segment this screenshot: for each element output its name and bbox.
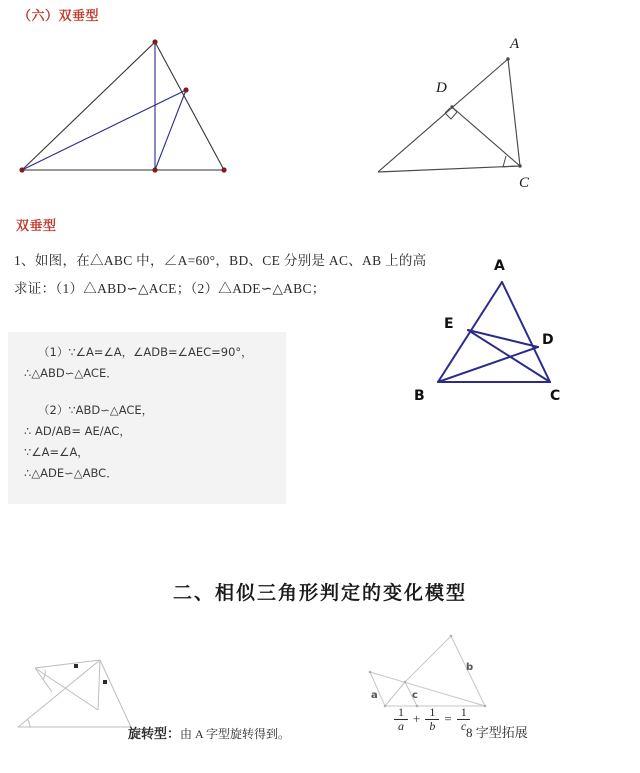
proof-part1-line2: ∴△ABD∽△ACE． xyxy=(24,366,118,380)
fraction-numerator: 1 xyxy=(398,705,404,719)
rotation-caption-strong: 旋转型： xyxy=(128,726,181,741)
fraction-denominator: a xyxy=(394,719,408,733)
subheading-shuangchui: 双垂型 xyxy=(16,219,57,234)
section-heading-six: （六）双垂型 xyxy=(18,9,100,24)
figure-triangle-abc-with-altitudes xyxy=(390,252,610,407)
vertex-label-a: A xyxy=(494,258,505,274)
vertex-label-a: A xyxy=(510,36,520,52)
figure-right-triangle-altitude xyxy=(340,26,600,191)
rotation-caption-rest: 由 A 字型旋转得到。 xyxy=(180,727,291,741)
proof-part1-line1: （1）∵∠A=∠A，∠ADB=∠AEC=90°， xyxy=(38,345,253,359)
figure-double-perpendicular-construction xyxy=(12,28,242,188)
proof-part2-line1: （2）∵ABD∽△ACE， xyxy=(38,403,154,417)
triangle-edges xyxy=(378,59,520,172)
rotation-figure-edges xyxy=(18,660,131,727)
major-section-heading: 二、相似三角形判定的变化模型 xyxy=(172,582,467,604)
triangle-abc-svg xyxy=(390,252,610,407)
problem-statement-line-2: 求证：（1）△ABD∽△ACE；（2）△ADE∽△ABC； xyxy=(14,281,326,296)
right-angle-mark-at-c xyxy=(503,156,515,167)
fraction-numerator: 1 xyxy=(429,705,436,719)
segment-label-b: b xyxy=(466,662,474,673)
proof-part2-line2: ∴ AD/AB= AE/AC， xyxy=(24,424,131,438)
proof-part2-line4: ∴△ADE∽△ABC． xyxy=(24,466,118,480)
vertex-label-d: D xyxy=(542,332,554,348)
proof-part2-line3: ∵∠A=∠A， xyxy=(24,445,89,459)
vertex-label-c: C xyxy=(519,175,530,191)
blue-cevians xyxy=(22,42,186,170)
rotation-model-svg xyxy=(14,650,144,735)
rotation-model-caption xyxy=(128,723,290,742)
vertex-label-d: D xyxy=(436,80,447,96)
fraction-numerator: 1 xyxy=(460,705,467,719)
proof-spacer xyxy=(8,384,286,400)
vertex-dots xyxy=(19,39,226,172)
segment-label-c: c xyxy=(412,690,418,701)
figure-rotation-model xyxy=(14,650,144,735)
vertex-label-c: C xyxy=(550,388,561,404)
vertex-label-e: E xyxy=(444,316,454,332)
fraction-denominator: b xyxy=(425,719,439,733)
double-perpendicular-svg xyxy=(12,28,242,188)
right-triangle-altitude-svg xyxy=(340,26,600,191)
problem-statement-line-1: 1、如图，在△ABC 中，∠A=60°，BD、CE 分别是 AC、AB 上的高 xyxy=(14,253,427,268)
fraction-one-over-b xyxy=(425,706,439,732)
reciprocal-sum-formula xyxy=(392,706,473,732)
eight-shape-caption: 8 字型拓展 xyxy=(466,725,528,740)
outer-triangle-edges xyxy=(22,42,224,170)
vertex-dots xyxy=(450,57,521,167)
vertex-label-b: B xyxy=(414,388,425,404)
segment-label-a: a xyxy=(371,690,378,701)
operator-equals: = xyxy=(444,711,452,727)
angle-square-marks xyxy=(74,664,107,684)
operator-plus: + xyxy=(413,711,421,727)
fraction-denominator: c xyxy=(457,719,470,733)
triangle-and-cevians xyxy=(438,282,550,382)
fraction-one-over-a xyxy=(394,706,408,732)
proof-answer-box xyxy=(8,332,286,504)
